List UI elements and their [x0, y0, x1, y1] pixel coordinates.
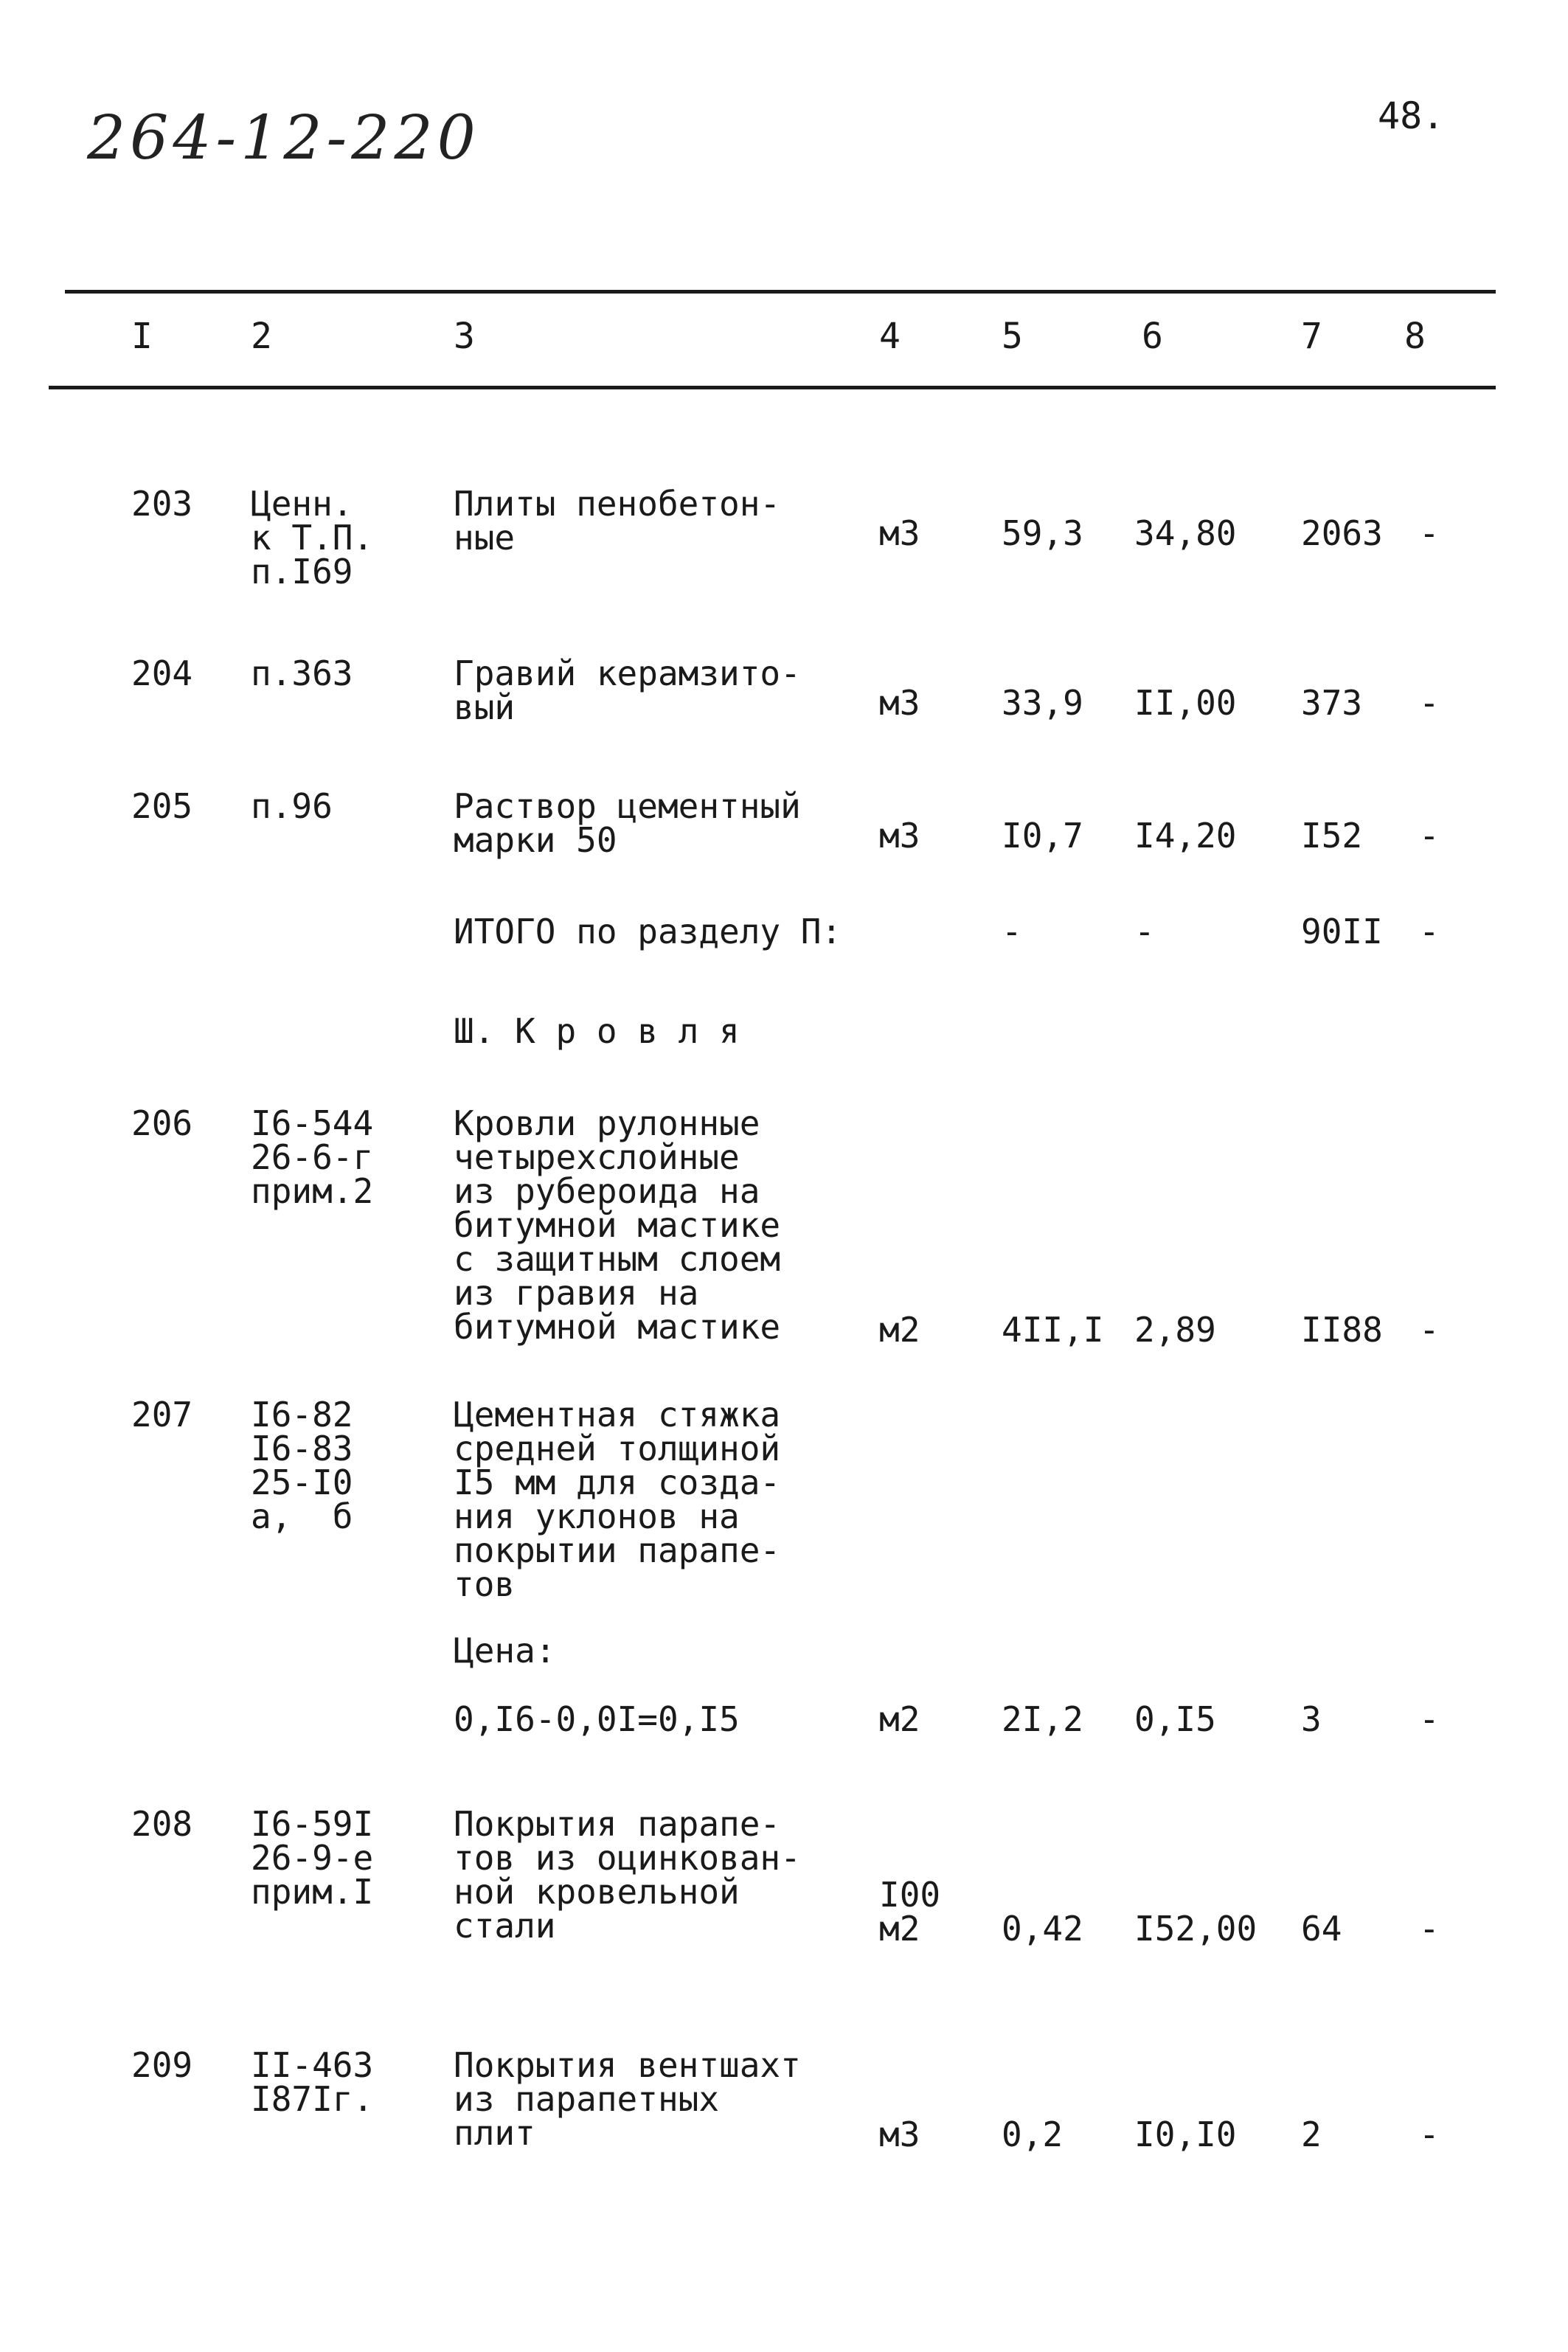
row-reference: а, б [251, 1496, 353, 1536]
column-header-4: 4 [879, 316, 901, 357]
row-column-8: - [1419, 1699, 1440, 1739]
row-reference: 26-9-е [251, 1838, 374, 1878]
row-description: плит [454, 2113, 535, 2153]
row-description: Цена: [454, 1631, 556, 1671]
row-reference: прим.2 [251, 1171, 374, 1211]
row-column-8: - [1419, 816, 1440, 856]
row-description: вый [454, 687, 516, 727]
row-description: Кровли рулонные [454, 1103, 760, 1143]
row-column-8: - [1419, 513, 1440, 553]
column-header-1: I [131, 316, 153, 357]
row-column-8: - [1419, 1310, 1440, 1350]
row-quantity: 33,9 [1002, 683, 1083, 723]
row-reference: Ценн. [251, 484, 353, 524]
row-reference: I87Iг. [251, 2079, 374, 2119]
row-reference: п.363 [251, 653, 353, 693]
row-unit-price: 0,I5 [1134, 1699, 1216, 1739]
header-bottom-rule [49, 386, 1496, 389]
row-unit-price: I0,I0 [1134, 2115, 1237, 2154]
row-unit-price: 34,80 [1134, 513, 1237, 553]
row-description: марки 50 [454, 820, 617, 860]
row-description: с защитным слоем [454, 1239, 781, 1279]
row-description: из парапетных [454, 2079, 720, 2119]
row-reference: I6-83 [251, 1429, 353, 1468]
row-description: Гравий керамзито- [454, 653, 801, 693]
row-quantity: 0,42 [1002, 1909, 1083, 1949]
row-number: 209 [131, 2045, 193, 2085]
row-unit-price: I52,00 [1134, 1909, 1257, 1949]
row-number: 207 [131, 1395, 193, 1435]
row-description: четырехслойные [454, 1137, 740, 1177]
column-header-8: 8 [1404, 316, 1426, 357]
row-description: ния уклонов на [454, 1496, 740, 1536]
row-column-8: - [1419, 1909, 1440, 1949]
row-description: из рубероида на [454, 1171, 760, 1211]
row-total-cost: 90II [1301, 912, 1383, 951]
row-unit: м2 [879, 1909, 920, 1949]
row-description: средней толщиной [454, 1429, 781, 1468]
row-description: ные [454, 518, 516, 558]
row-quantity: 59,3 [1002, 513, 1083, 553]
row-description: Покрытия парапе- [454, 1804, 781, 1844]
row-column-8: - [1419, 912, 1440, 951]
row-description: ИТОГО по разделу П: [454, 912, 842, 951]
row-unit-price: - [1134, 912, 1155, 951]
row-quantity: - [1002, 912, 1022, 951]
row-total-cost: 2063 [1301, 513, 1383, 553]
row-description: Раствор цементный [454, 786, 801, 826]
row-description: покрытии парапе- [454, 1530, 781, 1570]
row-quantity: 2I,2 [1002, 1699, 1083, 1739]
row-total-cost: II88 [1301, 1310, 1383, 1350]
row-reference: п.96 [251, 786, 333, 826]
row-unit: м3 [879, 683, 920, 723]
row-reference: I6-59I [251, 1804, 374, 1844]
row-quantity: 0,2 [1002, 2115, 1064, 2154]
row-number: 205 [131, 786, 193, 826]
row-total-cost: I52 [1301, 816, 1363, 856]
row-reference: 25-I0 [251, 1463, 353, 1502]
row-description: битумной мастике [454, 1307, 781, 1347]
column-header-3: 3 [454, 316, 475, 357]
row-unit: м2 [879, 1310, 920, 1350]
row-description: I5 мм для созда- [454, 1463, 781, 1502]
row-number: 203 [131, 484, 193, 524]
header-top-rule [65, 290, 1496, 294]
row-reference: к Т.П. [251, 518, 374, 558]
row-unit-price: 2,89 [1134, 1310, 1216, 1350]
row-description: Ш. К р о в л я [454, 1011, 740, 1051]
row-total-cost: 373 [1301, 683, 1363, 723]
row-unit-price: II,00 [1134, 683, 1237, 723]
row-description: Цементная стяжка [454, 1395, 781, 1435]
row-reference: 26-6-г [251, 1137, 374, 1177]
row-unit-price: I4,20 [1134, 816, 1237, 856]
row-total-cost: 2 [1301, 2115, 1322, 2154]
row-description: стали [454, 1906, 556, 1946]
row-description: битумной мастике [454, 1205, 781, 1245]
row-reference: II-463 [251, 2045, 374, 2085]
row-description: из гравия на [454, 1273, 699, 1313]
column-header-5: 5 [1002, 316, 1023, 357]
page-number: 48. [1378, 94, 1445, 137]
row-column-8: - [1419, 683, 1440, 723]
row-reference: I6-82 [251, 1395, 353, 1435]
row-number: 208 [131, 1804, 193, 1844]
row-reference: п.I69 [251, 552, 353, 592]
row-description: Плиты пенобетон- [454, 484, 781, 524]
row-column-8: - [1419, 2115, 1440, 2154]
row-description: Покрытия вентшахт [454, 2045, 801, 2085]
row-total-cost: 3 [1301, 1699, 1322, 1739]
column-header-7: 7 [1301, 316, 1322, 357]
row-total-cost: 64 [1301, 1909, 1342, 1949]
row-reference: прим.I [251, 1872, 374, 1912]
column-header-6: 6 [1142, 316, 1163, 357]
row-unit: м3 [879, 513, 920, 553]
row-quantity: I0,7 [1002, 816, 1083, 856]
row-unit: м3 [879, 816, 920, 856]
row-number: 204 [131, 653, 193, 693]
row-description: ной кровельной [454, 1872, 740, 1912]
row-unit: м2 [879, 1699, 920, 1739]
row-number: 206 [131, 1103, 193, 1143]
row-description: 0,I6-0,0I=0,I5 [454, 1699, 740, 1739]
row-unit: м3 [879, 2115, 920, 2154]
document-code: 264-12-220 [87, 103, 480, 173]
row-quantity: 4II,I [1002, 1310, 1104, 1350]
row-description: тов из оцинкован- [454, 1838, 801, 1878]
row-unit: I00 [879, 1875, 941, 1915]
column-header-2: 2 [251, 316, 272, 357]
row-description: тов [454, 1564, 516, 1604]
row-reference: I6-544 [251, 1103, 374, 1143]
